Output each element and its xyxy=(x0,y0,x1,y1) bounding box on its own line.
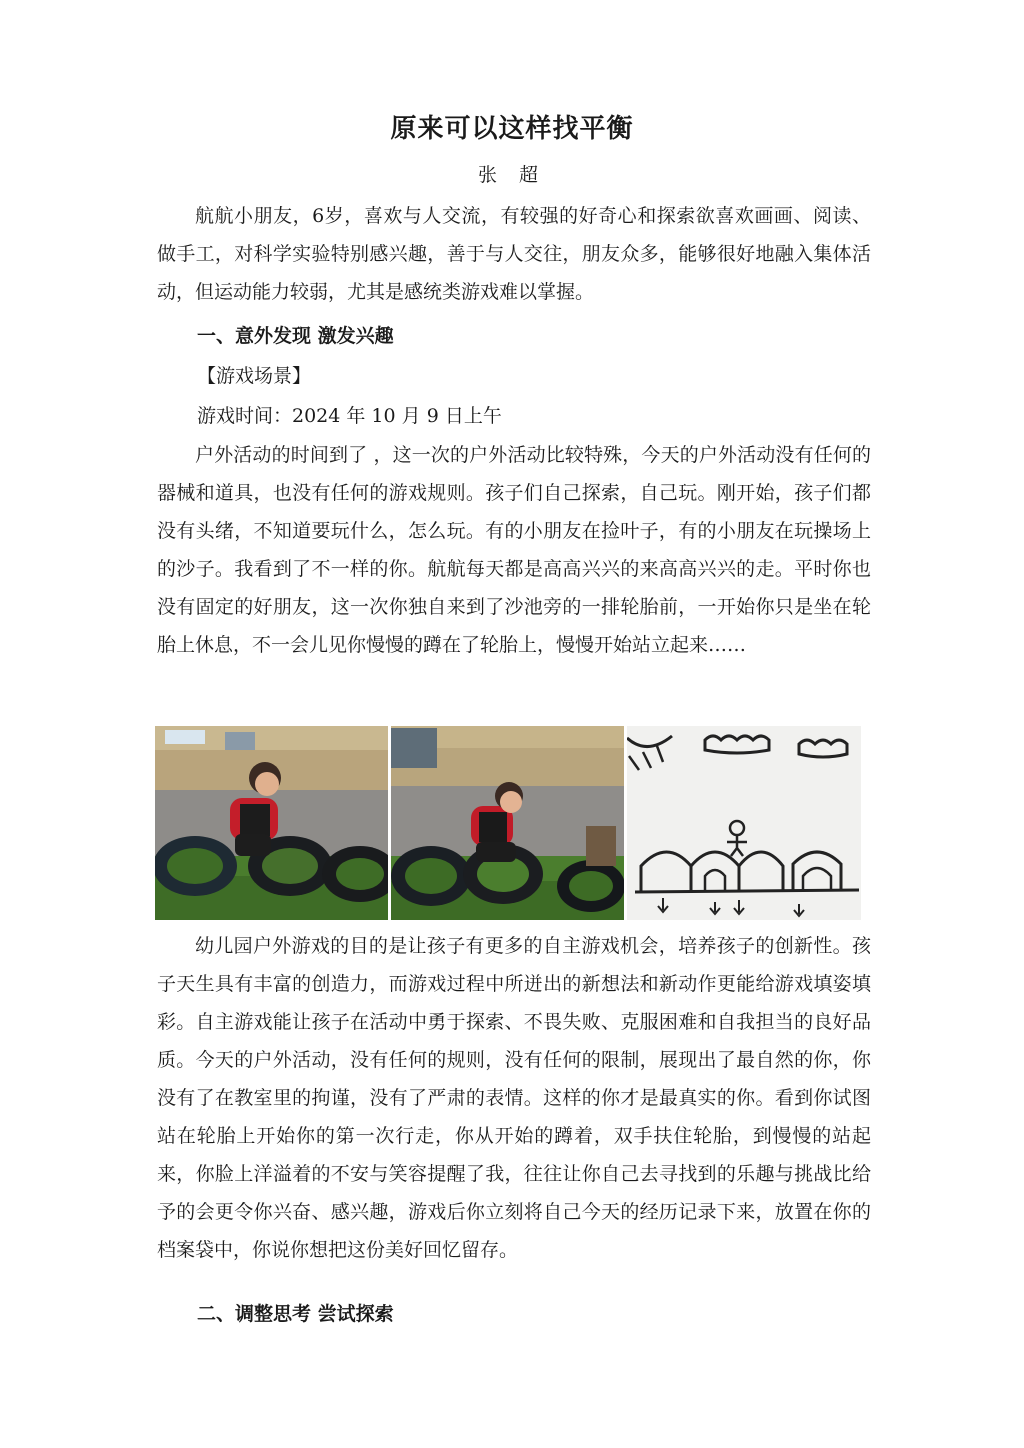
photo-child-on-tires-2 xyxy=(391,726,624,920)
photo-child-on-tires-1 xyxy=(155,726,388,920)
author-name: 张 超 xyxy=(477,164,547,186)
intro-paragraph: 航航小朋友，6岁，喜欢与人交流，有较强的好奇心和探索欲喜欢画画、阅读、做手工，对科学实验特别感兴趣，善于与人交往，朋友众多，能够很好地融入集体活动，但运动能力较弱，尤其是感统类游戏难以掌握。 xyxy=(157,205,871,303)
section-2-heading: 二、调整思考 尝试探索 xyxy=(197,1303,394,1325)
child-drawing-image xyxy=(627,726,861,920)
reflection-paragraph: 幼儿园户外游戏的目的是让孩子有更多的自主游戏机会，培养孩子的创新性。孩子天生具有丰富的创造力，而游戏过程中所迸出的新想法和新动作更能给游戏填姿填彩。自主游戏能让孩子在活动中勇于探索、不畏失败、克服困难和自我担当的良好品质。今天的户外活动，没有任何的规则，没有任何的限制，展现出了最自然的你，你没有了在教室里的拘谨，没有了严肃的表情。这样的你才是最真实的你。看到你试图站在轮胎上开始你的第一次行走，你从开始的蹲着，双手扶住轮胎，到慢慢的站起来，你脸上洋溢着的不安与笑容提醒了我，往往让你自己去寻找到的乐趣与挑战比给予的会更令你兴奋、感兴趣，游戏后你立刻将自己今天的经历记录下来，放置在你的档案袋中，你说你想把这份美好回忆留存。 xyxy=(157,935,871,1261)
game-time: 游戏时间：2024 年 10 月 9 日上午 xyxy=(197,405,502,427)
photo-strip xyxy=(155,726,861,920)
scene-paragraph: 户外活动的时间到了 ，这一次的户外活动比较特殊，今天的户外活动没有任何的器械和道具，也没有任何的游戏规则。孩子们自己探索，自己玩。刚开始，孩子们都没有头绪，不知道要玩什么，怎么玩。有的小朋友在捡叶子，有的小朋友在玩操场上的沙子。我看到了不一样的你。航航每天都是高高兴兴的来高高兴兴的走。平时你也没有固定的好朋友，这一次你独自来到了沙池旁的一排轮胎前，一开始你只是坐在轮胎上休息，不一会儿见你慢慢的蹲在了轮胎上，慢慢开始站立起来…… xyxy=(157,444,871,656)
scene-label: 【游戏场景】 xyxy=(197,365,312,387)
section-1-heading: 一、意外发现 激发兴趣 xyxy=(197,325,394,347)
document-title: 原来可以这样找平衡 xyxy=(390,114,634,144)
